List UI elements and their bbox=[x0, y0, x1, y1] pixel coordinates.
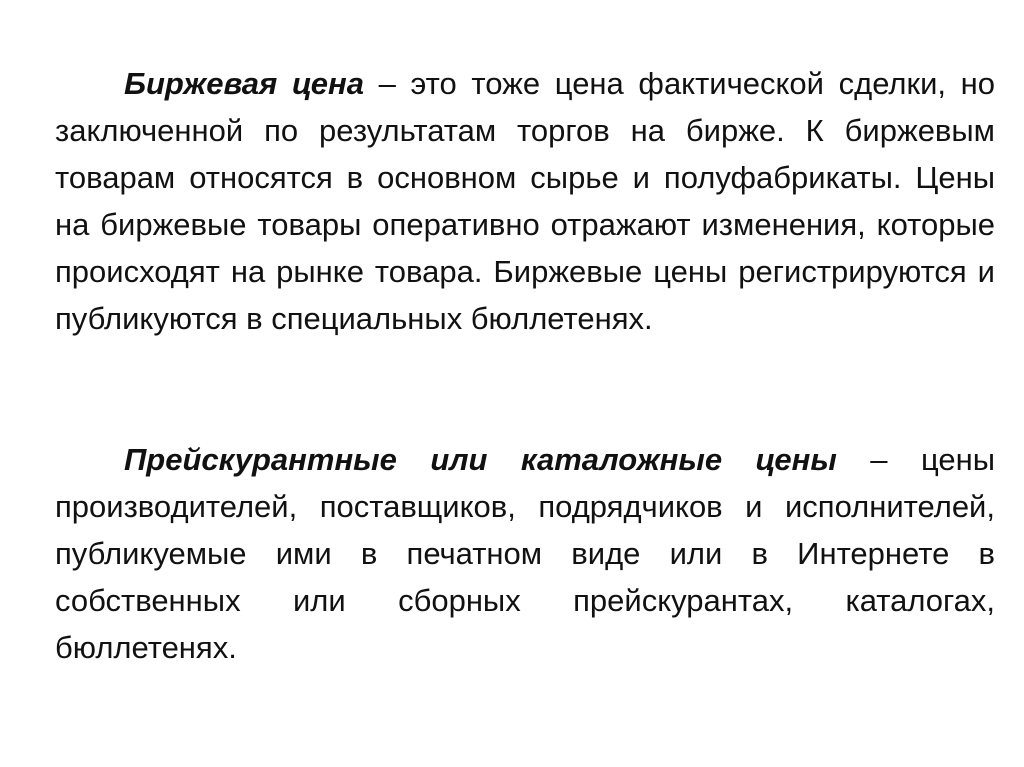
paragraph-exchange-price bbox=[55, 60, 995, 342]
definition-exchange-price: – это тоже цена фактической сделки, но заключенной по результатам торгов на бирже. К биржевым товарам относятся в основном сырье и полуфабрикаты. Цены на биржевые товары оперативно отражают изменения, которые происходят на рынке товара. Биржевые цены регистрируются и публикуются в специальных бюллетенях. bbox=[55, 66, 996, 336]
term-exchange-price: Биржевая цена bbox=[124, 66, 364, 101]
paragraph-catalog-price bbox=[55, 436, 995, 671]
definition-catalog-price: – цены производителей, поставщиков, подрядчиков и исполнителей, публикуемые ими в печатном виде или в Интернете в собственных или сборных прейскурантах, каталогах, бюллетенях. bbox=[55, 442, 995, 665]
term-catalog-price: Прейскурантные или каталожные цены bbox=[124, 442, 837, 477]
